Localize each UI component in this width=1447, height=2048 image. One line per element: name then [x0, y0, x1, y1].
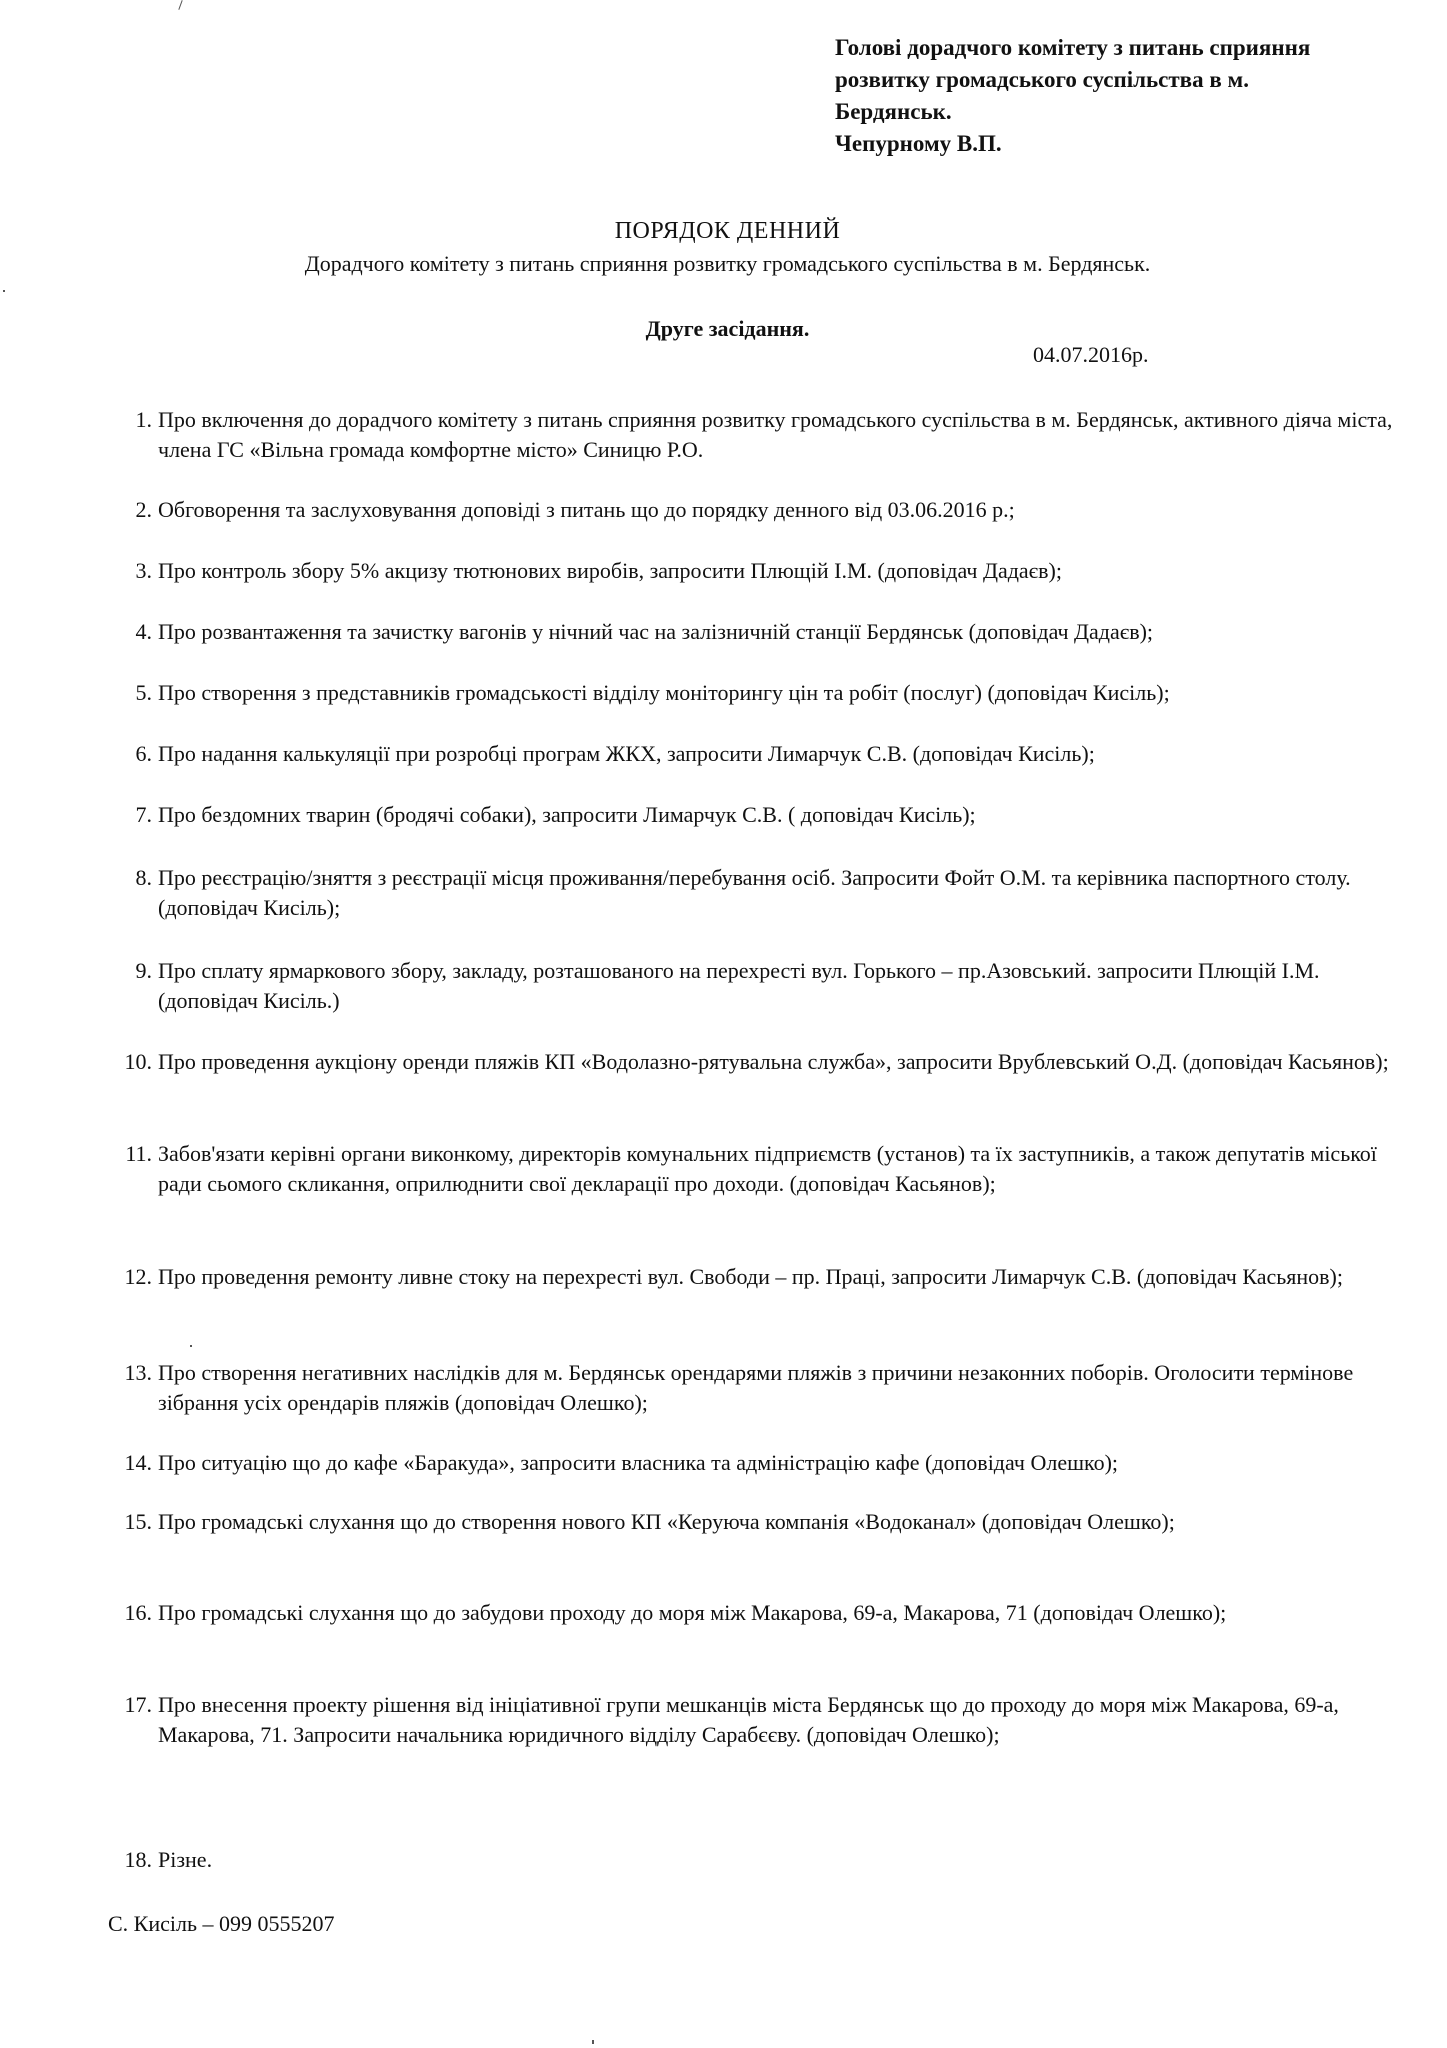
agenda-item-number: 17.: [124, 1692, 152, 1717]
agenda-item-number: 4.: [135, 619, 152, 644]
agenda-item-text: Різне.: [158, 1847, 213, 1872]
agenda-item-text: Про бездомних тварин (бродячі собаки), запросити Лимарчук С.В. ( доповідач Кисіль);: [158, 802, 976, 827]
agenda-item-number: 13.: [124, 1360, 152, 1385]
agenda-item-text: Про сплату ярмаркового збору, закладу, розташованого на перехресті вул. Горького – пр.Азовський. запросити Плющій І.М. (доповідач Кисіль.): [158, 958, 1320, 1013]
addressee-block: [835, 32, 1395, 160]
agenda-item-number: 10.: [124, 1049, 152, 1074]
agenda-item-number: 5.: [135, 680, 152, 705]
agenda-item-text: Про створення негативних наслідків для м. Бердянськ орендарями пляжів з причини незаконних поборів. Оголосити термінове зібрання усіх орендарів пляжів (доповідач Олешко);: [158, 1360, 1354, 1415]
agenda-item-number: 6.: [135, 741, 152, 766]
agenda-item-number: 1.: [135, 407, 152, 432]
agenda-item-number: 11.: [125, 1141, 152, 1166]
agenda-item-text: Про проведення ремонту ливне стоку на перехресті вул. Свободи – пр. Праці, запросити Лимарчук С.В. (доповідач Касьянов);: [158, 1264, 1343, 1289]
scan-dot: [592, 2040, 594, 2044]
agenda-item-text: Обговорення та заслуховування доповіді з питань що до порядку денного від 03.06.2016 р.;: [158, 497, 1015, 522]
agenda-item-number: 18.: [124, 1847, 152, 1872]
agenda-item-text: Забов'язати керівні органи виконкому, директорів комунальних підприємств (установ) та їх заступників, а також депутатів міської ради сьомого скликання, оприлюднити свої декларації про доходи. (доповідач Касьянов);: [158, 1141, 1377, 1196]
scan-dot: [3, 290, 5, 292]
agenda-item-text: Про проведення аукціону оренди пляжів КП «Водолазно-рятувальна служба», запросити Врублевський О.Д. (доповідач Касьянов);: [158, 1049, 1389, 1074]
addressee-name: Чепурному В.П.: [835, 131, 1002, 156]
addressee-line: Голові дорадчого комітету з питань сприяння: [835, 35, 1311, 60]
session-heading: Друге засідання.: [645, 316, 810, 341]
agenda-item-text: Про контроль збору 5% акцизу тютюнових виробів, запросити Плющій І.М. (доповідач Дадаєв);: [158, 558, 1062, 583]
agenda-item-number: 7.: [135, 802, 152, 827]
document-date: 04.07.2016р.: [1033, 342, 1149, 367]
agenda-item-number: 3.: [135, 558, 152, 583]
scan-dot: [190, 1345, 192, 1347]
agenda-item-text: Про внесення проекту рішення від ініціативної групи мешканців міста Бердянськ що до проходу до моря між Макарова, 69-а, Макарова, 71. Запросити начальника юридичного відділу Сарабєєву. (доповідач Олешко);: [158, 1692, 1339, 1747]
agenda-item-text: Про ситуацію що до кафе «Баракуда», запросити власника та адміністрацію кафе (доповідач Олешко);: [158, 1450, 1119, 1475]
scan-mark: [178, 0, 182, 10]
document-subtitle: Дорадчого комітету з питань сприяння розвитку громадського суспільства в м. Бердянськ.: [304, 251, 1151, 276]
agenda-item-text: Про громадські слухання що до забудови проходу до моря між Макарова, 69-а, Макарова, 71 (доповідач Олешко);: [158, 1600, 1227, 1625]
agenda-item-number: 16.: [124, 1600, 152, 1625]
agenda-item-number: 9.: [135, 958, 152, 983]
agenda-item-text: Про громадські слухання що до створення нового КП «Керуюча компанія «Водоканал» (доповідач Олешко);: [158, 1509, 1175, 1534]
agenda-item-number: 15.: [124, 1509, 152, 1534]
signature-contact: С. Кисіль – 099 0555207: [108, 1911, 335, 1936]
agenda-item-number: 8.: [135, 865, 152, 890]
agenda-item-text: Про реєстрацію/зняття з реєстрації місця проживання/перебування осіб. Запросити Фойт О.М. та керівника паспортного столу. (доповідач Кисіль);: [158, 865, 1351, 920]
addressee-line: Бердянськ.: [835, 99, 952, 124]
addressee-line: розвитку громадського суспільства в м.: [835, 67, 1249, 92]
agenda-item-number: 14.: [124, 1450, 152, 1475]
agenda-item-text: Про створення з представників громадськості відділу моніторингу цін та робіт (послуг) (доповідач Кисіль);: [158, 680, 1170, 705]
agenda-item-text: Про розвантаження та зачистку вагонів у нічний час на залізничній станції Бердянськ (доповідач Дадаєв);: [158, 619, 1154, 644]
agenda-item-text: Про надання калькуляції при розробці програм ЖКХ, запросити Лимарчук С.В. (доповідач Кисіль);: [158, 741, 1095, 766]
agenda-item-text: Про включення до дорадчого комітету з питань сприяння розвитку громадського суспільства в м. Бердянськ, активного діяча міста, члена ГС «Вільна громада комфортне місто» Синицю Р.О.: [158, 407, 1393, 462]
document-title: ПОРЯДОК ДЕННИЙ: [614, 218, 841, 244]
agenda-item-number: 2.: [135, 497, 152, 522]
agenda-item-number: 12.: [124, 1264, 152, 1289]
